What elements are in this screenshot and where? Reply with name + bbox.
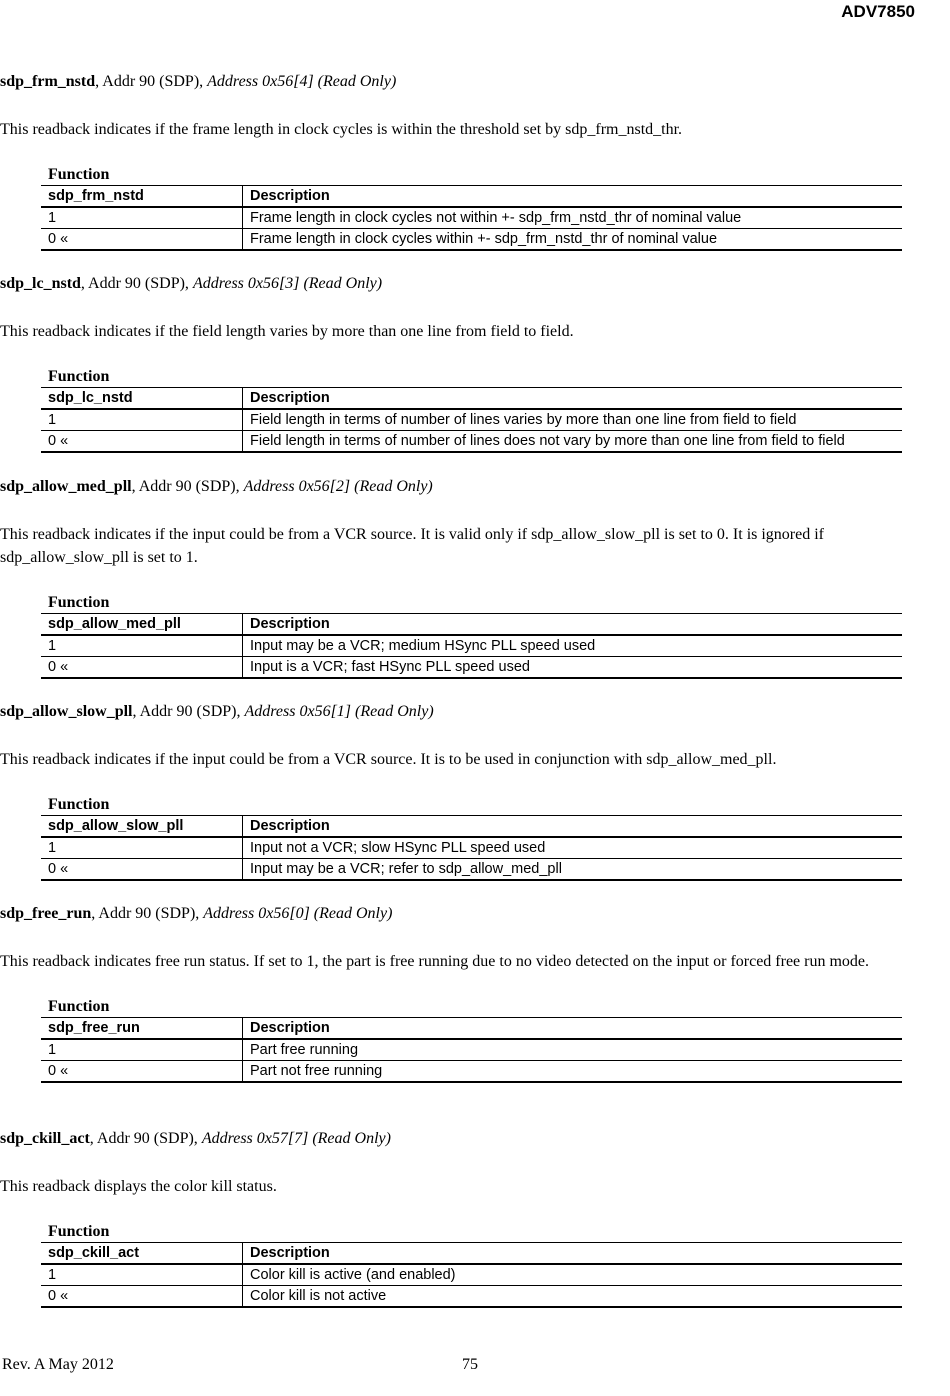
table-cell-value: 0 « (41, 1286, 243, 1308)
register-addr: , Addr 90 (SDP), (89, 1130, 202, 1147)
register-section (0, 702, 902, 881)
register-name: sdp_ckill_act (0, 1130, 90, 1147)
function-title: Function (48, 368, 110, 385)
table-cell-description: Frame length in clock cycles within +- sdp_frm_nstd_thr of nominal value (243, 229, 903, 251)
register-heading (0, 1129, 902, 1149)
register-description: This readback displays the color kill status. (0, 1178, 277, 1195)
table-col-register: sdp_ckill_act (41, 1243, 243, 1265)
table-cell-description: Input may be a VCR; medium HSync PLL speed used (243, 635, 903, 657)
register-description: This readback indicates free run status. If set to 1, the part is free running due to no video detected on the input or forced free run mode. (0, 953, 870, 970)
register-description: This readback indicates if the field length varies by more than one line from field to field. (0, 323, 574, 340)
register-addr: , Addr 90 (SDP), (131, 478, 244, 495)
function-title: Function (48, 594, 110, 611)
table-col-description: Description (243, 614, 903, 636)
table-col-description: Description (243, 186, 903, 208)
register-heading (0, 702, 902, 722)
table-header-row (41, 816, 902, 838)
function-table (41, 613, 902, 679)
table-cell-description: Part not free running (243, 1061, 903, 1083)
table-col-register: sdp_free_run (41, 1018, 243, 1040)
table-cell-description: Color kill is active (and enabled) (243, 1264, 903, 1286)
register-section (0, 1129, 902, 1308)
table-cell-description: Input not a VCR; slow HSync PLL speed used (243, 837, 903, 859)
table-cell-description: Part free running (243, 1039, 903, 1061)
register-addr: , Addr 90 (SDP), (91, 905, 204, 922)
register-heading (0, 274, 902, 294)
table-col-description: Description (243, 388, 903, 410)
table-col-register: sdp_lc_nstd (41, 388, 243, 410)
register-heading (0, 477, 902, 497)
register-section (0, 274, 902, 453)
register-address: Address 0x56[4] (Read Only) (207, 73, 397, 90)
table-cell-value: 1 (41, 1264, 243, 1286)
table-header-row (41, 388, 902, 410)
register-name: sdp_frm_nstd (0, 73, 96, 90)
register-addr: , Addr 90 (SDP), (132, 703, 245, 720)
register-name: sdp_allow_med_pll (0, 478, 132, 495)
table-cell-value: 1 (41, 837, 243, 859)
footer-revision: Rev. A May 2012 (2, 1356, 114, 1373)
table-cell-description: Input is a VCR; fast HSync PLL speed used (243, 657, 903, 679)
table-col-register: sdp_allow_slow_pll (41, 816, 243, 838)
register-description: This readback indicates if the frame length in clock cycles is within the threshold set by sdp_frm_nstd_thr. (0, 121, 683, 138)
table-row (41, 837, 902, 859)
table-row (41, 657, 902, 679)
table-col-description: Description (243, 816, 903, 838)
table-col-register: sdp_allow_med_pll (41, 614, 243, 636)
register-addr: , Addr 90 (SDP), (95, 73, 208, 90)
table-cell-value: 1 (41, 635, 243, 657)
register-address: Address 0x56[1] (Read Only) (244, 703, 434, 720)
register-heading (0, 72, 902, 92)
register-name: sdp_lc_nstd (0, 275, 81, 292)
table-header-row (41, 1243, 902, 1265)
table-col-description: Description (243, 1243, 903, 1265)
table-cell-value: 0 « (41, 431, 243, 453)
table-col-description: Description (243, 1018, 903, 1040)
register-address: Address 0x56[2] (Read Only) (243, 478, 433, 495)
table-cell-description: Input may be a VCR; refer to sdp_allow_med_pll (243, 859, 903, 881)
function-table (41, 1242, 902, 1308)
table-cell-description: Frame length in clock cycles not within +- sdp_frm_nstd_thr of nominal value (243, 207, 903, 229)
register-name: sdp_allow_slow_pll (0, 703, 133, 720)
document-product-name: ADV7850 (841, 2, 915, 21)
table-header-row (41, 614, 902, 636)
table-row (41, 229, 902, 251)
table-header-row (41, 1018, 902, 1040)
table-cell-value: 0 « (41, 1061, 243, 1083)
footer-page-number: 75 (462, 1356, 478, 1373)
register-address: Address 0x57[7] (Read Only) (201, 1130, 391, 1147)
register-name: sdp_free_run (0, 905, 92, 922)
register-section (0, 72, 902, 251)
table-header-row (41, 186, 902, 208)
register-description: This readback indicates if the input could be from a VCR source. It is to be used in conjunction with sdp_allow_med_pll. (0, 751, 777, 768)
register-heading (0, 904, 902, 924)
table-col-register: sdp_frm_nstd (41, 186, 243, 208)
register-address: Address 0x56[0] (Read Only) (203, 905, 393, 922)
table-cell-description: Field length in terms of number of lines varies by more than one line from field to field (243, 409, 903, 431)
register-section (0, 477, 902, 679)
table-row (41, 207, 902, 229)
table-row (41, 1286, 902, 1308)
function-title: Function (48, 166, 110, 183)
table-row (41, 859, 902, 881)
register-addr: , Addr 90 (SDP), (80, 275, 193, 292)
register-description: This readback indicates if the input could be from a VCR source. It is valid only if sdp_allow_slow_pll is set to 0. It is ignored if sdp_allow_slow_pll is set to 1. (0, 526, 825, 566)
register-section (0, 904, 902, 1083)
table-cell-value: 1 (41, 207, 243, 229)
table-cell-value: 0 « (41, 657, 243, 679)
table-cell-description: Field length in terms of number of lines does not vary by more than one line from field to field (243, 431, 903, 453)
function-table (41, 1017, 902, 1083)
table-row (41, 635, 902, 657)
function-title: Function (48, 1223, 110, 1240)
table-cell-description: Color kill is not active (243, 1286, 903, 1308)
table-row (41, 1039, 902, 1061)
table-cell-value: 1 (41, 1039, 243, 1061)
table-cell-value: 0 « (41, 229, 243, 251)
table-row (41, 431, 902, 453)
function-table (41, 815, 902, 881)
register-address: Address 0x56[3] (Read Only) (192, 275, 383, 292)
table-row (41, 1061, 902, 1083)
table-cell-value: 0 « (41, 859, 243, 881)
function-title: Function (48, 998, 110, 1015)
table-row (41, 409, 902, 431)
function-table (41, 185, 902, 251)
table-cell-value: 1 (41, 409, 243, 431)
function-title: Function (48, 796, 110, 813)
function-table (41, 387, 902, 453)
table-row (41, 1264, 902, 1286)
